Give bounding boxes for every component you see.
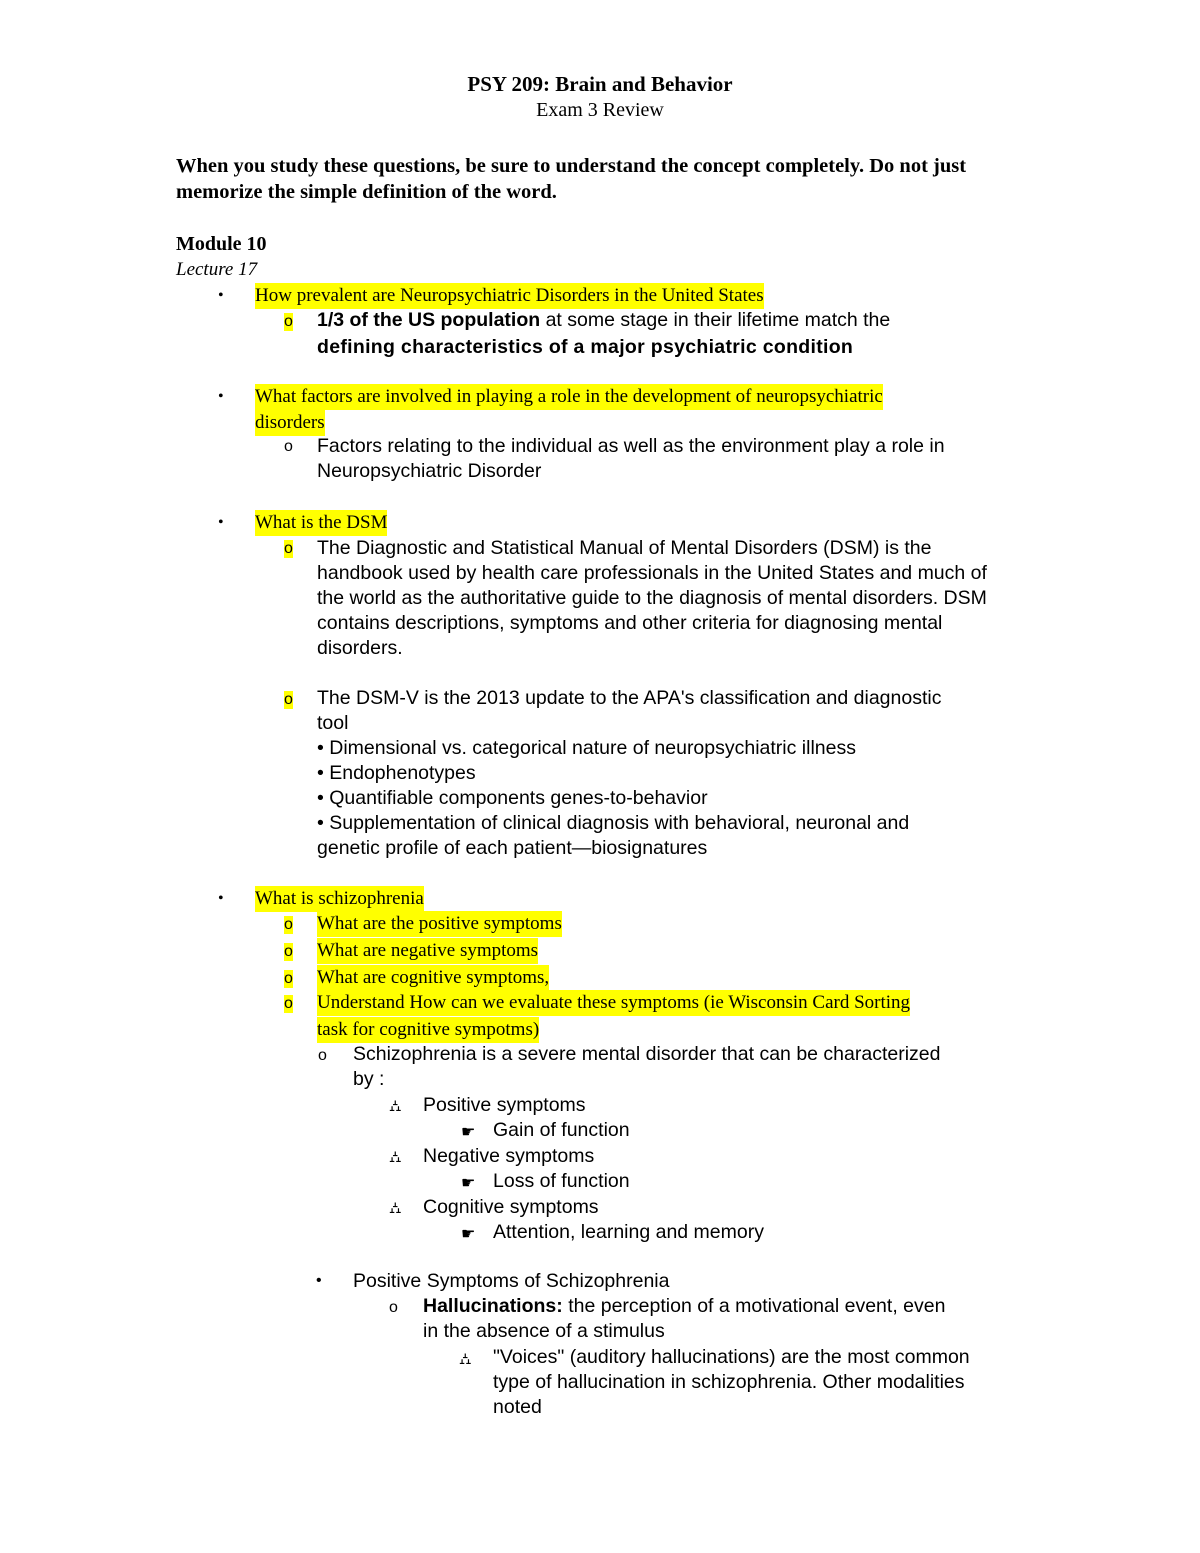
dsm5-item: • Endophenotypes	[317, 762, 476, 784]
page-title: PSY 209: Brain and Behavior	[467, 72, 733, 96]
voices-line2: type of hallucination in schizophrenia. Other modalities	[493, 1371, 965, 1393]
question-text: How prevalent are Neuropsychiatric Disorders in the United States	[255, 283, 764, 309]
symptom-positive-detail: Gain of function	[493, 1119, 630, 1141]
circle-bullet-icon: o	[284, 995, 293, 1012]
question-text-line2: disorders	[255, 410, 325, 436]
question-text: What is the DSM	[255, 510, 387, 536]
answer-dsm5-line2: tool	[317, 712, 349, 734]
hallucinations-term: Hallucinations:	[423, 1295, 563, 1317]
bullet-icon: •	[218, 514, 224, 531]
answer-prevalence-line1	[317, 309, 890, 332]
question-text: What is schizophrenia	[255, 886, 424, 912]
wing-bullet-icon: ⛼	[389, 1098, 402, 1115]
circle-bullet-icon: o	[284, 943, 293, 960]
subquestion-positive: What are the positive symptoms	[317, 911, 562, 937]
symptom-cognitive-detail: Attention, learning and memory	[493, 1221, 764, 1243]
bullet-icon: •	[218, 890, 224, 907]
pointing-hand-icon: ☛	[461, 1175, 476, 1192]
bullet-icon: •	[218, 287, 224, 304]
pointing-hand-icon: ☛	[461, 1226, 476, 1243]
circle-bullet-icon: o	[389, 1299, 398, 1316]
symptom-positive: Positive symptoms	[423, 1094, 586, 1116]
answer-dsm5-line1: The DSM-V is the 2013 update to the APA's classification and diagnostic	[317, 687, 942, 709]
schizophrenia-definition-line1: Schizophrenia is a severe mental disorder that can be characterized	[353, 1043, 941, 1065]
module-heading: Module 10	[176, 233, 267, 255]
lecture-heading: Lecture 17	[176, 259, 258, 280]
intro-paragraph: When you study these questions, be sure to understand the concept completely. Do not just memorize the simple definition of the word.	[176, 155, 967, 203]
answer-dsm-definition: The Diagnostic and Statistical Manual of Mental Disorders (DSM) is the handbook used by health care professionals in the United States and much of the world as the authoritative guide to the diagnosis of mental disorders. DSM contains descriptions, symptoms and other criteria for diagnosing mental disorders.	[317, 537, 987, 659]
positive-symptoms-heading: Positive Symptoms of Schizophrenia	[353, 1270, 670, 1292]
hallucinations-line1	[423, 1295, 945, 1318]
wing-bullet-icon: ⛼	[459, 1351, 472, 1368]
subquestion-evaluate-line1: Understand How can we evaluate these symptoms (ie Wisconsin Card Sorting	[317, 990, 910, 1016]
answer-factors: Factors relating to the individual as well as the environment play a role in Neuropsychiatric Disorder	[317, 435, 945, 482]
circle-bullet-icon: o	[284, 970, 293, 987]
symptom-negative-detail: Loss of function	[493, 1170, 630, 1192]
symptom-negative: Negative symptoms	[423, 1145, 595, 1167]
voices-line3: noted	[493, 1396, 542, 1418]
subquestion-cognitive: What are cognitive symptoms,	[317, 965, 549, 991]
answer-prevalence-line2: defining characteristics of a major psychiatric condition	[317, 336, 854, 358]
dsm5-item: • Quantifiable components genes-to-behavior	[317, 787, 708, 809]
schizophrenia-definition-line2: by :	[353, 1068, 385, 1090]
symptom-cognitive: Cognitive symptoms	[423, 1196, 599, 1218]
page-subtitle: Exam 3 Review	[536, 99, 664, 121]
bullet-icon: •	[218, 388, 224, 405]
question-text-line1: What factors are involved in playing a role in the development of neuropsychiatric	[255, 384, 883, 410]
dsm5-item: • Dimensional vs. categorical nature of neuropsychiatric illness	[317, 737, 856, 759]
subquestion-negative: What are negative symptoms	[317, 938, 538, 964]
circle-bullet-icon: o	[318, 1047, 327, 1064]
hallucinations-line2: in the absence of a stimulus	[423, 1320, 665, 1342]
dsm5-item: genetic profile of each patient—biosignatures	[317, 837, 708, 859]
voices-line1: "Voices" (auditory hallucinations) are the most common	[493, 1346, 970, 1368]
wing-bullet-icon: ⛼	[389, 1149, 402, 1166]
subquestion-evaluate-line2: task for cognitive sympotms)	[317, 1017, 539, 1043]
dsm5-item: • Supplementation of clinical diagnosis with behavioral, neuronal and	[317, 812, 910, 834]
circle-bullet-icon: o	[284, 916, 293, 933]
hallucinations-definition: the perception of a motivational event, even	[562, 1295, 946, 1317]
answer-bold-text: 1/3 of the US population	[317, 309, 541, 331]
pointing-hand-icon: ☛	[461, 1124, 476, 1141]
circle-bullet-icon: o	[284, 691, 293, 708]
answer-text: at some stage in their lifetime match the	[540, 309, 891, 331]
bullet-icon: •	[316, 1272, 322, 1289]
circle-bullet-icon: o	[284, 540, 293, 557]
circle-bullet-icon: o	[284, 313, 293, 330]
wing-bullet-icon: ⛼	[389, 1200, 402, 1217]
circle-bullet-icon: o	[284, 438, 293, 455]
